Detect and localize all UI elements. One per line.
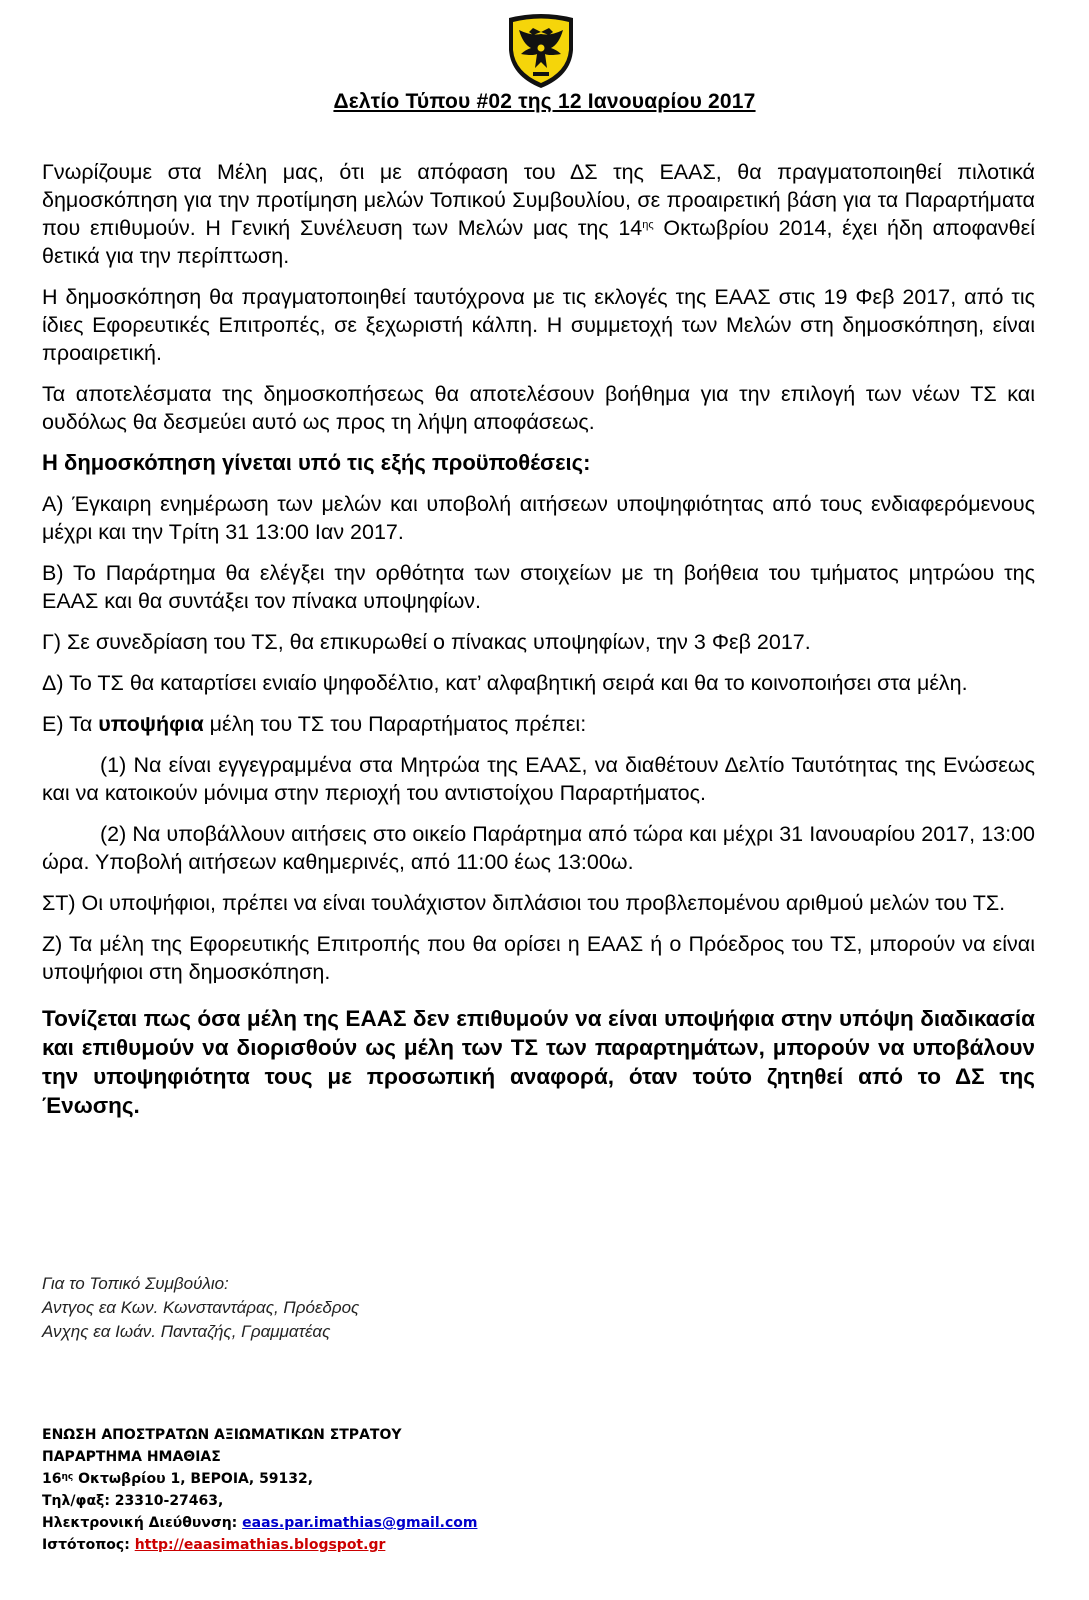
double-headed-eagle-icon — [505, 10, 577, 90]
condition-e: Ε) Τα υποψήφια μέλη του ΤΣ του Παραρτήματος πρέπει: — [42, 712, 587, 736]
condition-z: Ζ) Τα μέλη της Εφορευτικής Επιτροπής που θα ορίσει η ΕΑΑΣ ή ο Πρόεδρος του ΤΣ, μπορούν να είναι υποψήφιοι στη δημοσκόπηση. — [42, 932, 1035, 984]
paragraph-results: Τα αποτελέσματα της δημοσκοπήσεως θα αποτελέσουν βοήθημα για την επιλογή των νέων ΤΣ και ουδόλως θα δεσμεύει αυτό ως προς τη λήψη αποφάσεως. — [42, 382, 1035, 434]
condition-a: Α) Έγκαιρη ενημέρωση των μελών και υποβολή αιτήσεων υποψηφιότητας από τους ενδιαφερόμενους μέχρι και την Τρίτη 31 13:00 Ιαν 2017. — [42, 492, 1035, 544]
footer-phone: Τηλ/φαξ: 23310-27463, — [42, 1493, 224, 1509]
footer-branch: ΠΑΡΑΡΤΗΜΑ ΗΜΑΘΙΑΣ — [42, 1449, 221, 1465]
condition-c: Γ) Σε συνεδρίαση του ΤΣ, θα επικυρωθεί ο πίνακας υποψηφίων, την 3 Φεβ 2017. — [42, 630, 811, 654]
condition-e-2: (2) Να υποβάλλουν αιτήσεις στο οικείο Παράρτημα από τώρα και μέχρι 31 Ιανουαρίου 2017, 13:00 ώρα. Υποβολή αιτήσεων καθημερινές, από 11:00 έως 13:00ω. — [42, 822, 1035, 874]
final-note: Τονίζεται πως όσα μέλη της ΕΑΑΣ δεν επιθυμούν να είναι υποψήφια στην υπόψη διαδικασία και επιθυμούν να διορισθούν ως μέλη των ΤΣ των παραρτημάτων, μπορούν να υποβάλουν την υποψηφιότητα τους με προσωπική αναφορά, όταν τούτο ζητηθεί από το ΔΣ της Ένωσης. — [42, 1006, 1035, 1118]
condition-b: Β) Το Παράρτημα θα ελέγξει την ορθότητα των στοιχείων με τη βοήθεια του τμήματος μητρώου της ΕΑΑΣ και θα συντάξει τον πίνακα υποψηφίων. — [42, 561, 1035, 613]
contact-footer — [42, 1424, 477, 1556]
conditions-heading: Η δημοσκόπηση γίνεται υπό τις εξής προϋποθέσεις: — [42, 450, 591, 475]
document-body — [42, 158, 1035, 1133]
condition-st: ΣΤ) Οι υποψήφιοι, πρέπει να είναι τουλάχιστον διπλάσιοι του προβλεπομένου αριθμού μελών του ΤΣ. — [42, 891, 1006, 915]
eaas-emblem — [505, 10, 577, 90]
condition-d: Δ) Το ΤΣ θα καταρτίσει ενιαίο ψηφοδέλτιο, κατ’ αλφαβητική σειρά και θα το κοινοποιήσει στα μέλη. — [42, 671, 968, 695]
footer-org: ΕΝΩΣΗ ΑΠΟΣΤΡΑΤΩΝ ΑΞΙΩΜΑΤΙΚΩΝ ΣΤΡΑΤΟΥ — [42, 1427, 402, 1443]
footer-email-row: Ηλεκτρονική Διεύθυνση: eaas.par.imathias@gmail.com — [42, 1515, 478, 1531]
footer-address: $16^{\eta\varsigma}$ Οκτωβρίου 1, ΒΕΡΟΙΑ, 59132, — [42, 1471, 314, 1487]
page-title: Δελτίο Τύπου #02 της 12 Ιανουαρίου 2017 — [333, 90, 756, 113]
signature-line: Για το Τοπικό Συμβούλιο: — [42, 1274, 229, 1293]
condition-e-1: (1) Να είναι εγγεγραμμένα στα Μητρώα της ΕΑΑΣ, να διαθέτουν Δελτίο Ταυτότητας της Ενώσεως και να κατοικούν μόνιμα στην περιοχή του αντιστοίχου Παραρτήματος. — [42, 753, 1035, 805]
signature-secretary: Ανχης εα Ιωάν. Πανταζής, Γραμματέας — [42, 1322, 331, 1341]
signature-president: Αντγος εα Κων. Κωνσταντάρας, Πρόεδρος — [42, 1298, 360, 1317]
signature-block — [42, 1272, 359, 1344]
website-link[interactable]: http://eaasimathias.blogspot.gr — [134, 1537, 386, 1553]
email-link[interactable]: eaas.par.imathias@gmail.com — [242, 1515, 478, 1531]
paragraph-poll-date: Η δημοσκόπηση θα πραγματοποιηθεί ταυτόχρονα με τις εκλογές της ΕΑΑΣ στις 19 Φεβ 2017, από τις ίδιες Εφορευτικές Επιτροπές, σε ξεχωριστή κάλπη. Η συμμετοχή των Μελών στη δημοσκόπηση, είναι προαιρετική. — [42, 285, 1035, 365]
footer-website-row: Ιστότοπος: http://eaasimathias.blogspot.gr — [42, 1537, 386, 1553]
paragraph-intro: Γνωρίζουμε στα Μέλη μας, ότι με απόφαση του ΔΣ της ΕΑΑΣ, θα πραγματοποιηθεί πιλοτικά δημοσκόπηση για την προτίμηση μελών Τοπικού Συμβουλίου, σε προαιρετική βάση για τα Παραρτήματα που επιθυμούν. Η Γενική Συνέλευση των Μελών μας της $14^{\eta\varsigma}$ Οκτωβρίου 2014, έχει ήδη αποφανθεί θετικά για την περίπτωση. — [42, 160, 1035, 268]
